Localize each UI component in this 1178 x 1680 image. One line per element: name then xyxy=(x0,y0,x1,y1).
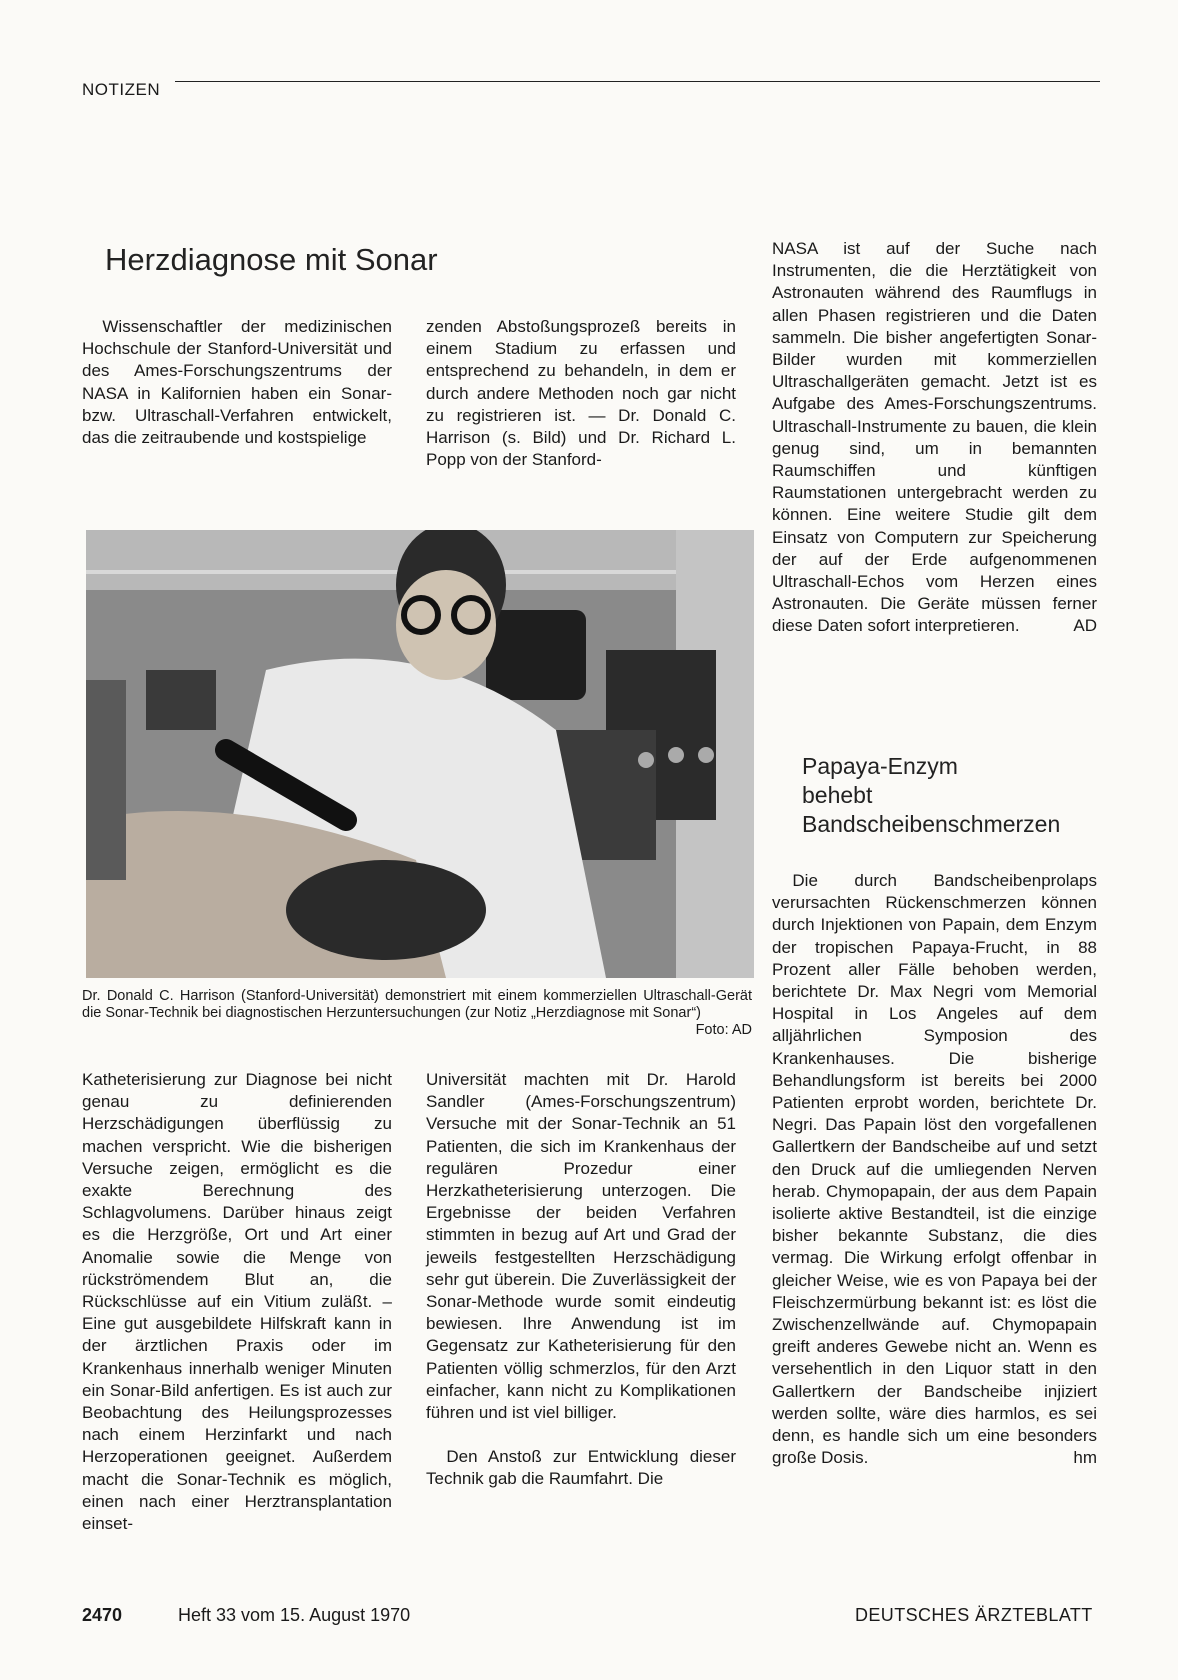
article1-col1-top xyxy=(82,316,392,449)
paragraph: Universität machten mit Dr. Harold Sandler (Ames-Forschungszentrum) Versuche mit der Sonar-Technik an 51 Patienten, die sich im Krankenhaus der regulären Prozedur einer Herzkatheterisierung unterzogen. Die Ergebnisse der beiden Verfahren stimmten in bezug auf Art und Grad der jeweils festgestellten Herzschädigung sehr gut überein. Die Zuverlässigkeit der Sonar-Methode wurde somit eindeutig bewiesen. Ihre Anwendung ist im Gegensatz zur Katheterisierung für den Patienten völlig schmerzlos, für den Arzt einfacher, kann nicht zu Komplikationen führen und ist viel billiger. xyxy=(426,1070,736,1423)
header-rule xyxy=(175,81,1100,82)
author-signature: hm xyxy=(1073,1448,1097,1468)
article1-col1-bottom xyxy=(82,1069,392,1535)
article2-body xyxy=(772,870,1097,1469)
paragraph: Den Anstoß zur Entwicklung dieser Technik gab die Raumfahrt. Die xyxy=(426,1447,736,1489)
title-line: Bandscheibenschmerzen xyxy=(802,811,1061,837)
paragraph xyxy=(772,238,1097,638)
paragraph: Katheterisierung zur Diagnose bei nicht genau zu definierenden Herzschädigungen überflüssig zu machen verspricht. Wie die bisherigen Versuche zeigen, ermöglicht es die exakte Berechnung des Schlagvolumens. Darüber hinaus zeigt es die Herzgröße, Ort und Art einer Anomalie sowie die Menge von rückströmendem Blut an, die Rückschlüsse auf ein Vitium zuläßt. – Eine gut ausgebildete Hilfskraft kann in der ärztlichen Praxis oder im Krankenhaus innerhalb weniger Minuten ein Sonar-Bild anfertigen. Es ist auch zur Beobachtung des Heilungsprozesses nach einem Herzinfarkt und nach Herzoperationen geeignet. Außerdem macht die Sonar-Technik es möglich, einen nach einer Herztransplantation einset- xyxy=(82,1070,392,1534)
paragraph xyxy=(772,870,1097,1469)
section-label: NOTIZEN xyxy=(82,80,161,99)
photo-sonar-exam xyxy=(86,530,754,978)
caption-text: Dr. Donald C. Harrison (Stanford-Universität) demonstriert mit einem kommerziellen Ultraschall-Gerät die Sonar-Technik bei diagnostischen Herzuntersuchungen (zur Notiz „Herzdiagnose mit Sonar“) xyxy=(82,988,752,1021)
photo-credit: Foto: AD xyxy=(695,1022,752,1038)
article-title-herzdiagnose: Herzdiagnose mit Sonar xyxy=(105,242,438,277)
title-line: Papaya-Enzym xyxy=(802,753,958,779)
paragraph: Wissenschaftler der medizinischen Hochschule der Stanford-Universität und des Ames-Forschungszentrums der NASA in Kalifornien haben ein Sonar- bzw. Ultraschall-Verfahren entwickelt, das die zeitraubende und kostspielige xyxy=(82,317,392,448)
photo-illustration xyxy=(86,530,754,978)
article1-col3-top xyxy=(772,238,1097,638)
article-title-papaya xyxy=(802,752,1102,839)
paragraph: zenden Abstoßungsprozeß bereits in einem Stadium zu erfassen und entsprechend zu behandeln, in dem er durch andere Methoden noch gar nicht zu registrieren ist. — Dr. Donald C. Harrison (s. Bild) und Dr. Richard L. Popp von der Stanford- xyxy=(426,317,736,470)
author-signature: AD xyxy=(1073,616,1097,636)
journal-name: DEUTSCHES ÄRZTEBLATT xyxy=(855,1605,1093,1625)
issue-info: Heft 33 vom 15. August 1970 xyxy=(178,1605,411,1625)
photo-caption xyxy=(82,988,752,1039)
title-line: behebt xyxy=(802,782,873,808)
article1-col2-top xyxy=(426,316,736,471)
paragraph-text: Die durch Bandscheibenprolaps verursachten Rückenschmerzen können durch Injektionen von Papain, dem Enzym der tropischen Papaya-Frucht, in 88 Prozent aller Fälle behoben werden, berichtete Dr. Max Negri vom Memorial Hospital in Los Angeles auf dem alljährlichen Symposion des Krankenhauses. Die bisherige Behandlungsform ist bereits bei 2000 Patienten erprobt worden, berichtete Dr. Negri. Das Papain löst den vorgefallenen Gallertkern der Bandscheibe auf und setzt den Druck auf die umliegenden Nerven herab. Chymopapain, der aus dem Papain isolierte aktive Bestandteil, ist die einzige bisher bekannte Substanz, die dies vermag. Die Wirkung erfolgt offenbar in gleicher Weise, wie es von Papaya bei der Fleischzermürbung bekannt ist: es löst die Zwischenzellwände auf. Chymopapain greift anderes Gewebe nicht an. Wenn es versehentlich in den Liquor statt in den Gallertkern der Bandscheibe injiziert werden sollte, wäre dies harmlos, es sei denn, es handle sich um eine besonders große Dosis. xyxy=(772,871,1097,1468)
article1-col2-bottom xyxy=(426,1069,736,1491)
page-number: 2470 xyxy=(82,1605,123,1625)
paragraph-text: NASA ist auf der Suche nach Instrumenten, die die Herztätigkeit von Astronauten während des Raumflugs in allen Phasen registrieren und die Daten sammeln. Die bisher angefertigten Sonar-Bilder wurden mit kommerziellen Ultraschallgeräten gemacht. Jetzt ist es Aufgabe des Ames-Forschungszentrums. Ultraschall-Instrumente zu bauen, die klein genug sind, um in bemannten Raumschiffen und künftigen Raumstationen untergebracht werden zu können. Eine weitere Studie gilt dem Einsatz von Computern zur Speicherung der auf der Erde aufgenommenen Ultraschall-Echos vom Herzen eines Astronauten. Die Geräte müssen ferner diese Daten sofort interpretieren. xyxy=(772,239,1097,636)
